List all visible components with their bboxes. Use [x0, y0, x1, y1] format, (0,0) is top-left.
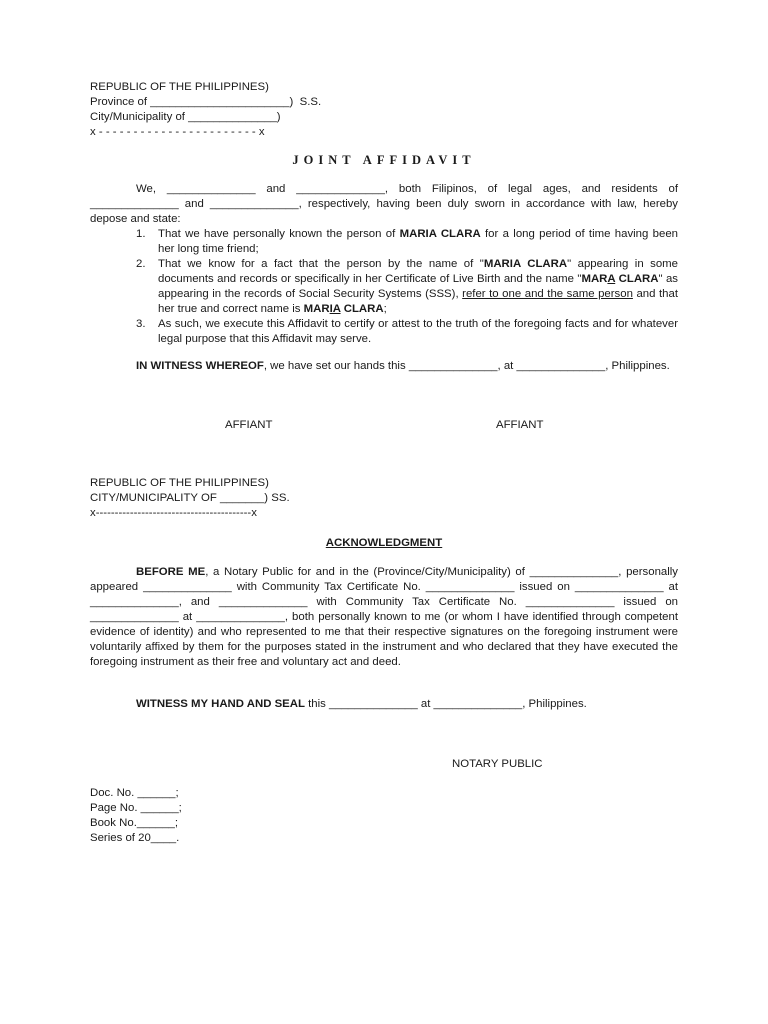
item-text: for a long period of time having been her long time friend;	[158, 228, 678, 255]
affiant-left-label: AFFIANT	[225, 419, 273, 431]
hand-seal-lead: WITNESS MY HAND AND SEAL	[136, 698, 305, 710]
item-text: ;	[383, 303, 387, 315]
acknowledgment-title: ACKNOWLEDGMENT	[325, 537, 443, 549]
affiant-right-label: AFFIANT	[496, 419, 544, 431]
caption2-separator: x-----------------------------------------x	[90, 507, 257, 519]
witness-lead: IN WITNESS WHEREOF	[136, 360, 264, 372]
before-me-lead: BEFORE ME	[136, 566, 206, 578]
item-number: 2.	[136, 258, 146, 270]
item-text: That we know for a fact that the person by the name of "	[158, 258, 484, 270]
witness-block	[90, 359, 678, 374]
item-name-bold: CLARA	[615, 273, 659, 285]
notary-public-label: NOTARY PUBLIC	[452, 758, 543, 770]
caption-republic: REPUBLIC OF THE PHILIPPINES)	[90, 81, 269, 93]
hand-seal-block	[90, 697, 678, 712]
hand-seal-paragraph	[90, 697, 678, 712]
caption-province: Province of ______________________) S.S.	[90, 96, 322, 108]
series-no: Series of 20____.	[90, 832, 180, 844]
caption2-republic: REPUBLIC OF THE PHILIPPINES)	[90, 477, 269, 489]
before-me-block	[90, 565, 678, 670]
caption2-block	[90, 476, 678, 521]
item-text: As such, we execute this Affidavit to certify or attest to the truth of the foregoing facts and for whatever legal purpose that this Affidavit may serve.	[158, 318, 678, 345]
caption-city: City/Municipality of ______________)	[90, 111, 281, 123]
document-title: JOINT AFFIDAVIT	[292, 153, 476, 167]
intro-paragraph: We, ______________ and ______________, both Filipinos, of legal ages, and residents of ______________ and ______________, respectively, having been duly sworn in accordance with law, hereby depose and state:	[90, 183, 678, 225]
book-no: Book No.______;	[90, 817, 179, 829]
item-name-bold: MARIA CLARA	[399, 228, 481, 240]
caption-separator: x - - - - - - - - - - - - - - - - - - - - - - - x	[90, 126, 265, 138]
item-text: " as appearing in the records of Social Security Systems (SSS),	[158, 273, 678, 300]
item-underlined-text: refer to one and the same person	[462, 288, 633, 300]
item-name-underlined: IA	[329, 303, 341, 315]
statement-list	[90, 227, 678, 347]
hand-seal-text: this ______________ at ______________, Philippines.	[304, 698, 587, 710]
witness-text: , we have set our hands this ______________, at ______________, Philippines.	[263, 360, 670, 372]
item-text: " appearing in some documents and records or specifically in her Certificate of Live Birth and the name "	[158, 258, 679, 285]
item-number: 1.	[136, 228, 146, 240]
list-item	[90, 257, 678, 317]
caption-block	[90, 80, 678, 140]
item-name-bold: MARIA CLARA	[483, 258, 568, 270]
item-name-underlined: A	[607, 273, 616, 285]
list-item	[90, 227, 678, 257]
item-text: and that her true and correct name is	[158, 288, 679, 315]
item-text: That we have personally known the person of	[158, 228, 400, 240]
item-number: 3.	[136, 318, 146, 330]
list-item	[90, 317, 678, 347]
caption2-city: CITY/MUNICIPALITY OF _______) SS.	[90, 492, 290, 504]
witness-paragraph	[90, 359, 678, 374]
item-name-bold: CLARA	[340, 303, 384, 315]
doc-no: Doc. No. ______;	[90, 787, 179, 799]
before-me-paragraph	[90, 565, 678, 670]
doc-refs-block	[90, 786, 678, 846]
intro-block	[90, 182, 678, 347]
item-name-bold: MAR	[581, 273, 608, 285]
page-no: Page No. ______;	[90, 802, 182, 814]
before-me-text: , a Notary Public for and in the (Province/City/Municipality) of ______________, personally appeared ______________ with Community Tax Certificate No. ______________ issued on ______________ at ______________, and ______________ with Community Tax Certificate No. ______________ issued on ______________ at ______________, both personally known to me (or whom I have identified through competent evidence of identity) and who represented to me that their respective signatures on the foregoing instrument were voluntarily affixed by them for the purposes stated in the instrument and who declared that they have executed the foregoing instrument as their free and voluntary act and deed.	[90, 566, 678, 668]
item-name-bold: MAR	[303, 303, 330, 315]
